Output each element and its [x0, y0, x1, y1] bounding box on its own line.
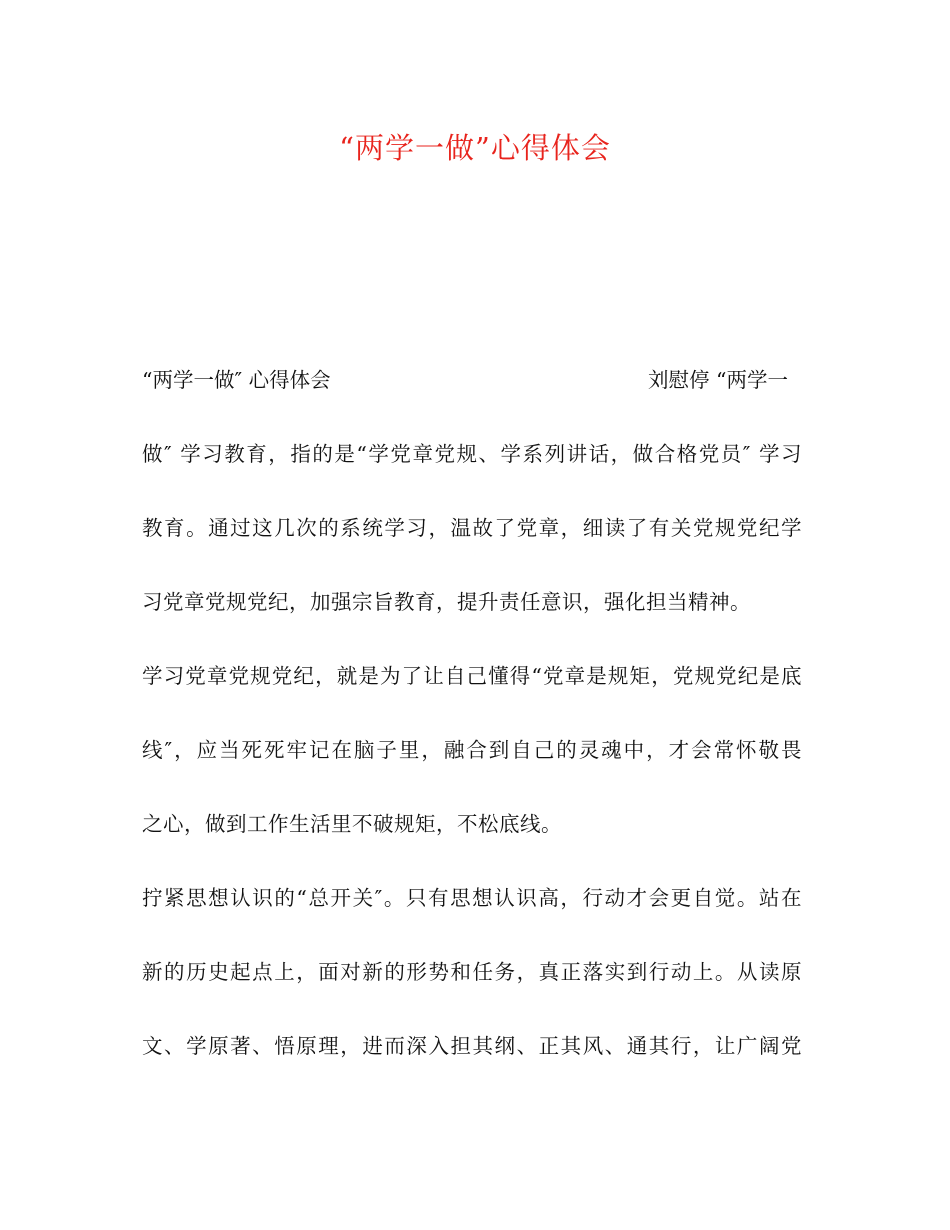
- author-line: 刘慰停 “两学一: [648, 368, 788, 392]
- heading-repeat: “两学一做″ 心得体会: [142, 368, 331, 392]
- paragraph-line: 之心，做到工作生活里不破规矩，不松底线。: [142, 812, 562, 836]
- paragraph-line: 文、学原著、悟原理，进而深入担其纲、正其风、通其行，让广阔党: [142, 1034, 802, 1058]
- paragraph-line: 线″，应当死死牢记在脑子里，融合到自己的灵魂中，才会常怀敬畏: [142, 738, 802, 762]
- body-first-line: [142, 360, 802, 400]
- paragraph-line: 做″ 学习教育，指的是“学党章党规、学系列讲话，做合格党员″ 学习: [142, 442, 802, 466]
- paragraph-line: 拧紧思想认识的“总开关″。只有思想认识高，行动才会更自觉。站在: [142, 886, 802, 910]
- paragraph-line: 习党章党规党纪，加强宗旨教育，提升责任意识，强化担当精神。: [142, 590, 751, 614]
- paragraph-line: 新的历史起点上，面对新的形势和任务，真正落实到行动上。从读原: [142, 960, 802, 984]
- document-title: “两学一做”心得体会: [339, 131, 611, 165]
- paragraph-line: 学习党章党规党纪，就是为了让自己懂得“党章是规矩，党规党纪是底: [142, 664, 802, 688]
- paragraph-line: 教育。通过这几次的系统学习，温故了党章，细读了有关党规党纪学: [142, 516, 802, 540]
